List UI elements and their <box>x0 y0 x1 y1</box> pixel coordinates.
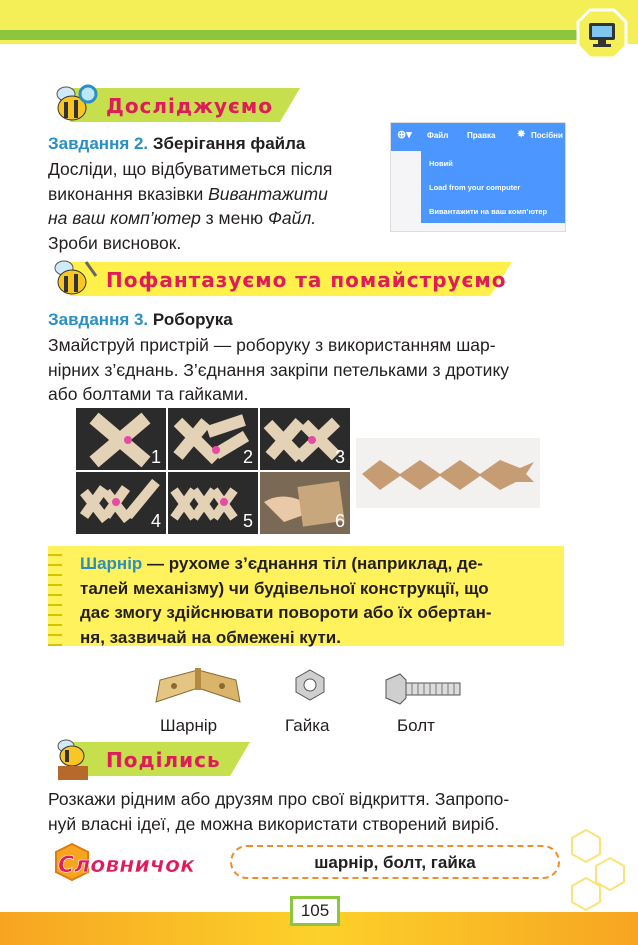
top-header-bar <box>0 0 638 44</box>
photo-step-2 <box>168 408 258 470</box>
text-line <box>80 552 560 577</box>
text-line <box>48 206 376 231</box>
text-line: або болтами та гайками. <box>48 384 249 404</box>
part-label-hinge: Шарнір <box>160 716 218 735</box>
text-line: дає змогу здійснювати повороти або їх обертан- <box>80 603 492 622</box>
file-dropdown <box>421 151 566 223</box>
task3-number: Завдання 3. <box>48 310 149 329</box>
menu-item-save: Вивантажити на ваш комп’ютер <box>429 207 548 216</box>
text-span: з меню <box>200 208 268 228</box>
menu-edit: Правка <box>467 131 496 140</box>
photo-step-4 <box>76 472 166 534</box>
section-explore-banner <box>50 88 300 122</box>
photo-label: 2 <box>242 447 253 467</box>
task3-title: Роборука <box>152 310 233 329</box>
text-span: — рухоме з’єднання тіл (наприклад, де- <box>142 554 483 573</box>
text-line: Змайструй пристрій — роборуку з використанням шар- <box>48 335 496 355</box>
task2-text <box>48 157 376 255</box>
bulb-icon: ✸ <box>517 129 526 140</box>
section-share-banner <box>50 742 250 776</box>
photo-label: 5 <box>242 511 253 531</box>
italic-command: Вивантажити <box>208 183 328 204</box>
task2-heading <box>48 134 305 154</box>
menu-item-new: Новий <box>429 159 453 168</box>
part-label-bolt: Болт <box>397 716 435 735</box>
photo-step-5 <box>168 472 258 534</box>
photo-label: 3 <box>334 447 345 467</box>
section-title: Пофантазуємо та помайструємо <box>106 268 507 292</box>
glossary-words: шарнір, болт, гайка <box>314 853 476 872</box>
text-line: ня, зазвичай на обмежені кути. <box>80 627 341 647</box>
glossary-logo <box>52 842 202 884</box>
bee-magnifier-icon <box>50 82 100 128</box>
menu-file: Файл <box>427 131 449 140</box>
task3-heading <box>48 310 233 330</box>
section-title: Досліджуємо <box>106 94 273 118</box>
photo-robot-arm <box>356 438 540 508</box>
photo-label: 4 <box>150 511 161 531</box>
italic-command: на ваш комп’ютер <box>48 208 201 228</box>
glossary-label: Словничок <box>58 853 196 878</box>
top-green-stripe <box>0 30 585 40</box>
menu-tutorials: Посібни <box>531 131 563 140</box>
computer-icon <box>576 8 628 60</box>
scratch-file-menu-screenshot <box>390 122 566 232</box>
menu-item-load: Load from your computer <box>429 183 521 192</box>
text-line: Розкажи рідним або друзям про свої відкриття. Запропо- <box>48 789 510 809</box>
task2-number: Завдання 2. <box>48 134 149 153</box>
menu-bar <box>391 123 566 151</box>
section-title: Поділись <box>106 748 221 772</box>
definition-stripe <box>48 546 62 646</box>
definition-text <box>80 552 560 650</box>
text-span: виконання вказівки <box>48 183 209 204</box>
photo-step-6 <box>260 472 350 534</box>
section-fantasize-banner <box>50 262 512 296</box>
text-line: нірних з’єднань. З’єднання закріпи петельками з дротику <box>48 359 510 380</box>
hinge-icon <box>152 662 244 714</box>
honeycomb-decoration <box>566 828 636 912</box>
text-line: Досліди, що відбуватиметься після <box>48 159 333 179</box>
part-label-nut: Гайка <box>285 716 330 735</box>
globe-icon: ⊕▾ <box>397 129 412 141</box>
bolt-icon <box>384 672 464 706</box>
nut-icon <box>293 668 327 702</box>
photo-step-3 <box>260 408 350 470</box>
definition-term: Шарнір <box>80 554 143 573</box>
task3-text <box>48 333 566 407</box>
bee-podium-icon <box>50 736 100 782</box>
text-line: талей механізму) чи будівельної конструкції, що <box>80 578 489 598</box>
page-number: 105 <box>290 896 340 926</box>
task2-title: Зберігання файла <box>152 134 306 153</box>
text-line: Зроби висновок. <box>48 232 182 253</box>
italic-menu-name: Файл. <box>267 208 317 228</box>
bee-tools-icon <box>50 256 100 302</box>
photo-label: 6 <box>334 511 345 531</box>
share-text <box>48 787 566 836</box>
text-line <box>48 182 376 207</box>
photo-label: 1 <box>150 447 161 467</box>
photo-step-1 <box>76 408 166 470</box>
text-line: нуй власні ідеї, де можна використати створений виріб. <box>48 813 500 834</box>
